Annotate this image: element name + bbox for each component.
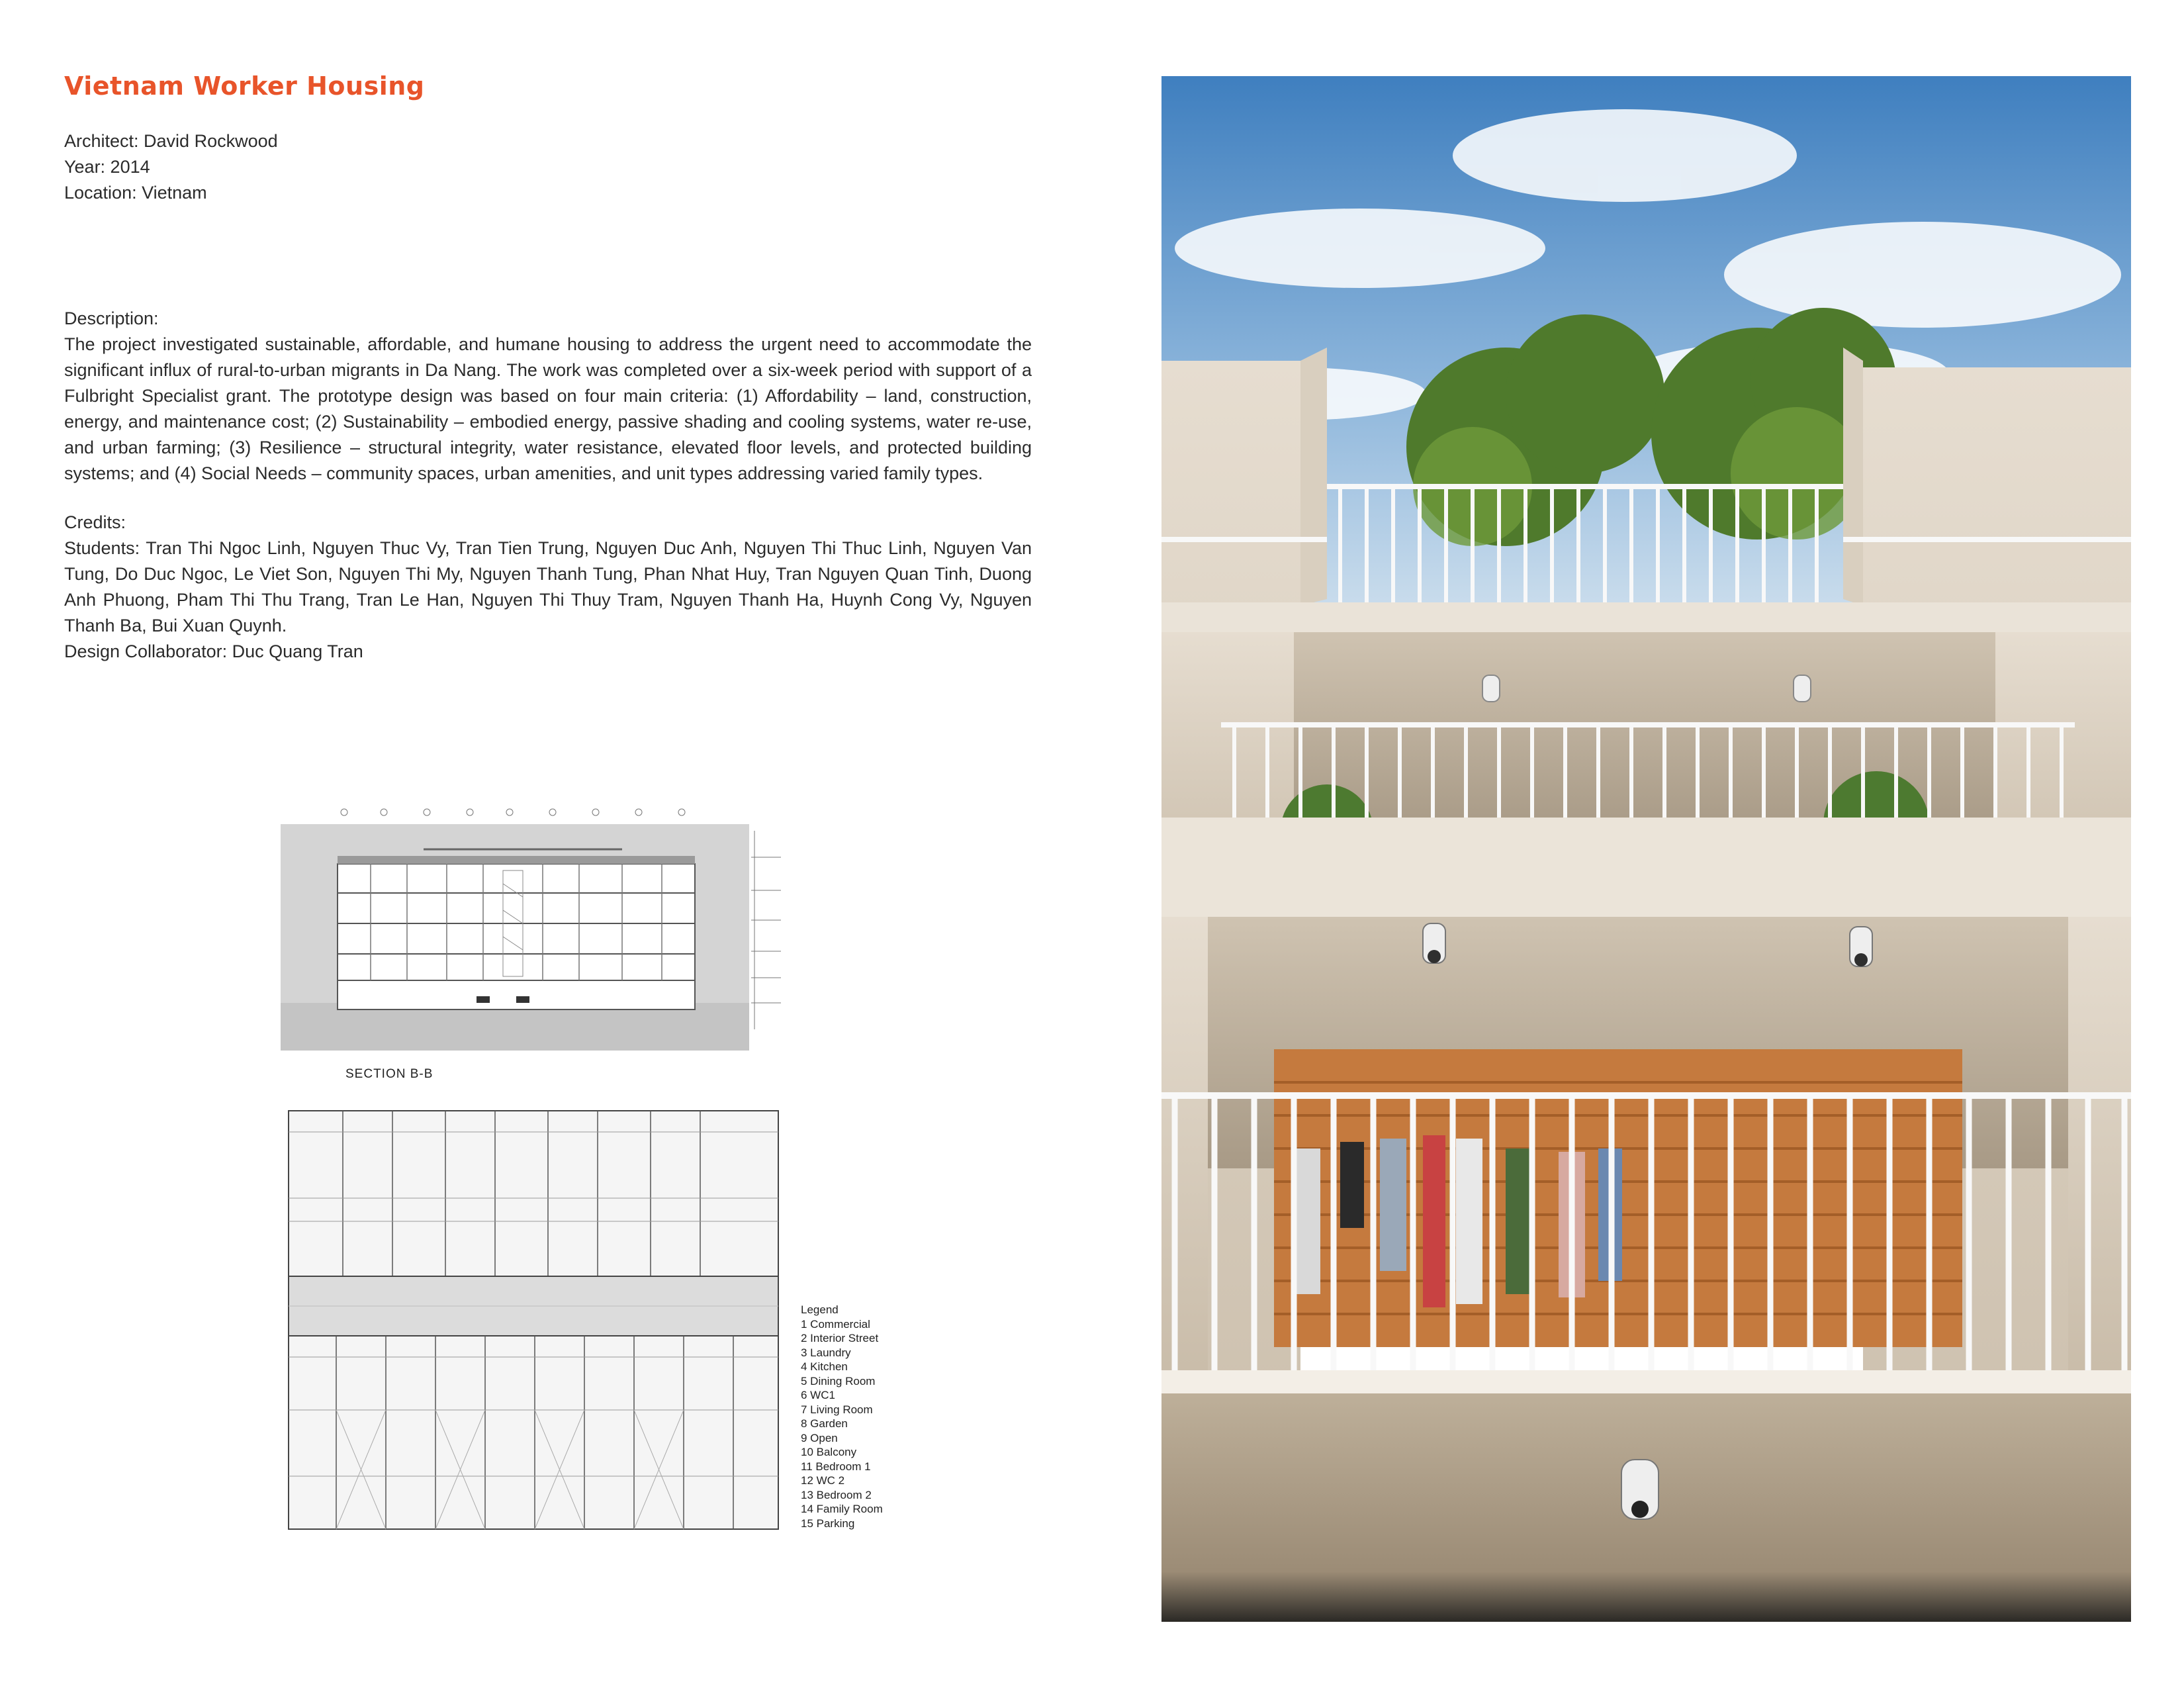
architect-line: Architect: David Rockwood xyxy=(64,131,278,151)
legend-item: 1 Commercial xyxy=(801,1317,870,1331)
legend-item: 3 Laundry xyxy=(801,1346,851,1359)
section-label: SECTION B-B xyxy=(345,1067,433,1081)
description-body: The project investigated sustainable, affordable, and humane housing to address the urgent need to accommodate the significant influx of rural-to-urban migrants in Da Nang. The work was completed over a six-week period with support of a Fulbright Specialist grant. The prototype design was based on four main criteria: (1) Affordability – land, construction, energy, and maintenance cost; (2) Sustainability – embodied energy, passive shading and cooling systems, water re-use, and urban farming; (3) Resilience – structural integrity, water resistance, elevated floor levels, and protected building systems; and (4) Social Needs – community spaces, urban amenities, and unit types addressing varied family types. xyxy=(64,334,1032,483)
legend-item: 13 Bedroom 2 xyxy=(801,1488,872,1501)
legend-item: 15 Parking xyxy=(801,1517,855,1530)
plan-drawing-svg xyxy=(283,1105,781,1534)
legend-item: 11 Bedroom 1 xyxy=(801,1460,871,1473)
legend-item: 7 Living Room xyxy=(801,1403,873,1416)
legend-heading: Legend xyxy=(801,1303,839,1316)
legend-item: 2 Interior Street xyxy=(801,1332,879,1344)
legend-item: 6 WC1 xyxy=(801,1389,835,1401)
legend-item: 5 Dining Room xyxy=(801,1374,876,1387)
plan-legend xyxy=(801,1303,883,1530)
section-drawing xyxy=(278,804,807,1056)
credits-students: Students: Tran Thi Ngoc Linh, Nguyen Thuc Vy, Tran Tien Trung, Nguyen Duc Anh, Nguyen Thi Thuc Linh, Nguyen Van Tung, Do Duc Ngoc, Le Viet Son, Nguyen Thi My, Nguyen Thanh Tung, Phan Nhat Huy, Tran Nguyen Quan Tinh, Duong Anh Phuong, Pham Thi Thu Trang, Tran Le Han, Nguyen Thi Thuy Tram, Nguyen Thanh Ha, Huynh Cong Vy, Nguyen Thanh Ba, Bui Xuan Quynh. xyxy=(64,538,1032,635)
legend-item: 4 Kitchen xyxy=(801,1360,848,1373)
plan-drawing xyxy=(283,1105,781,1534)
section-drawing-svg xyxy=(278,804,807,1056)
description-heading: Description: xyxy=(64,308,159,328)
legend-item: 10 Balcony xyxy=(801,1446,857,1458)
legend-item: 12 WC 2 xyxy=(801,1474,845,1487)
credits-block xyxy=(64,510,1032,665)
legend-item: 8 Garden xyxy=(801,1417,848,1430)
project-meta xyxy=(64,128,278,206)
description-block xyxy=(64,306,1032,487)
credits-heading: Credits: xyxy=(64,512,126,532)
year-line: Year: 2014 xyxy=(64,157,150,177)
credits-collaborator: Design Collaborator: Duc Quang Tran xyxy=(64,641,363,661)
balcony-rendering xyxy=(1161,76,2131,1622)
legend-item: 9 Open xyxy=(801,1431,838,1444)
legend-item: 14 Family Room xyxy=(801,1503,883,1515)
balcony-rendering-svg xyxy=(1161,76,2131,1622)
page-title: Vietnam Worker Housing xyxy=(64,71,425,101)
location-line: Location: Vietnam xyxy=(64,183,207,203)
